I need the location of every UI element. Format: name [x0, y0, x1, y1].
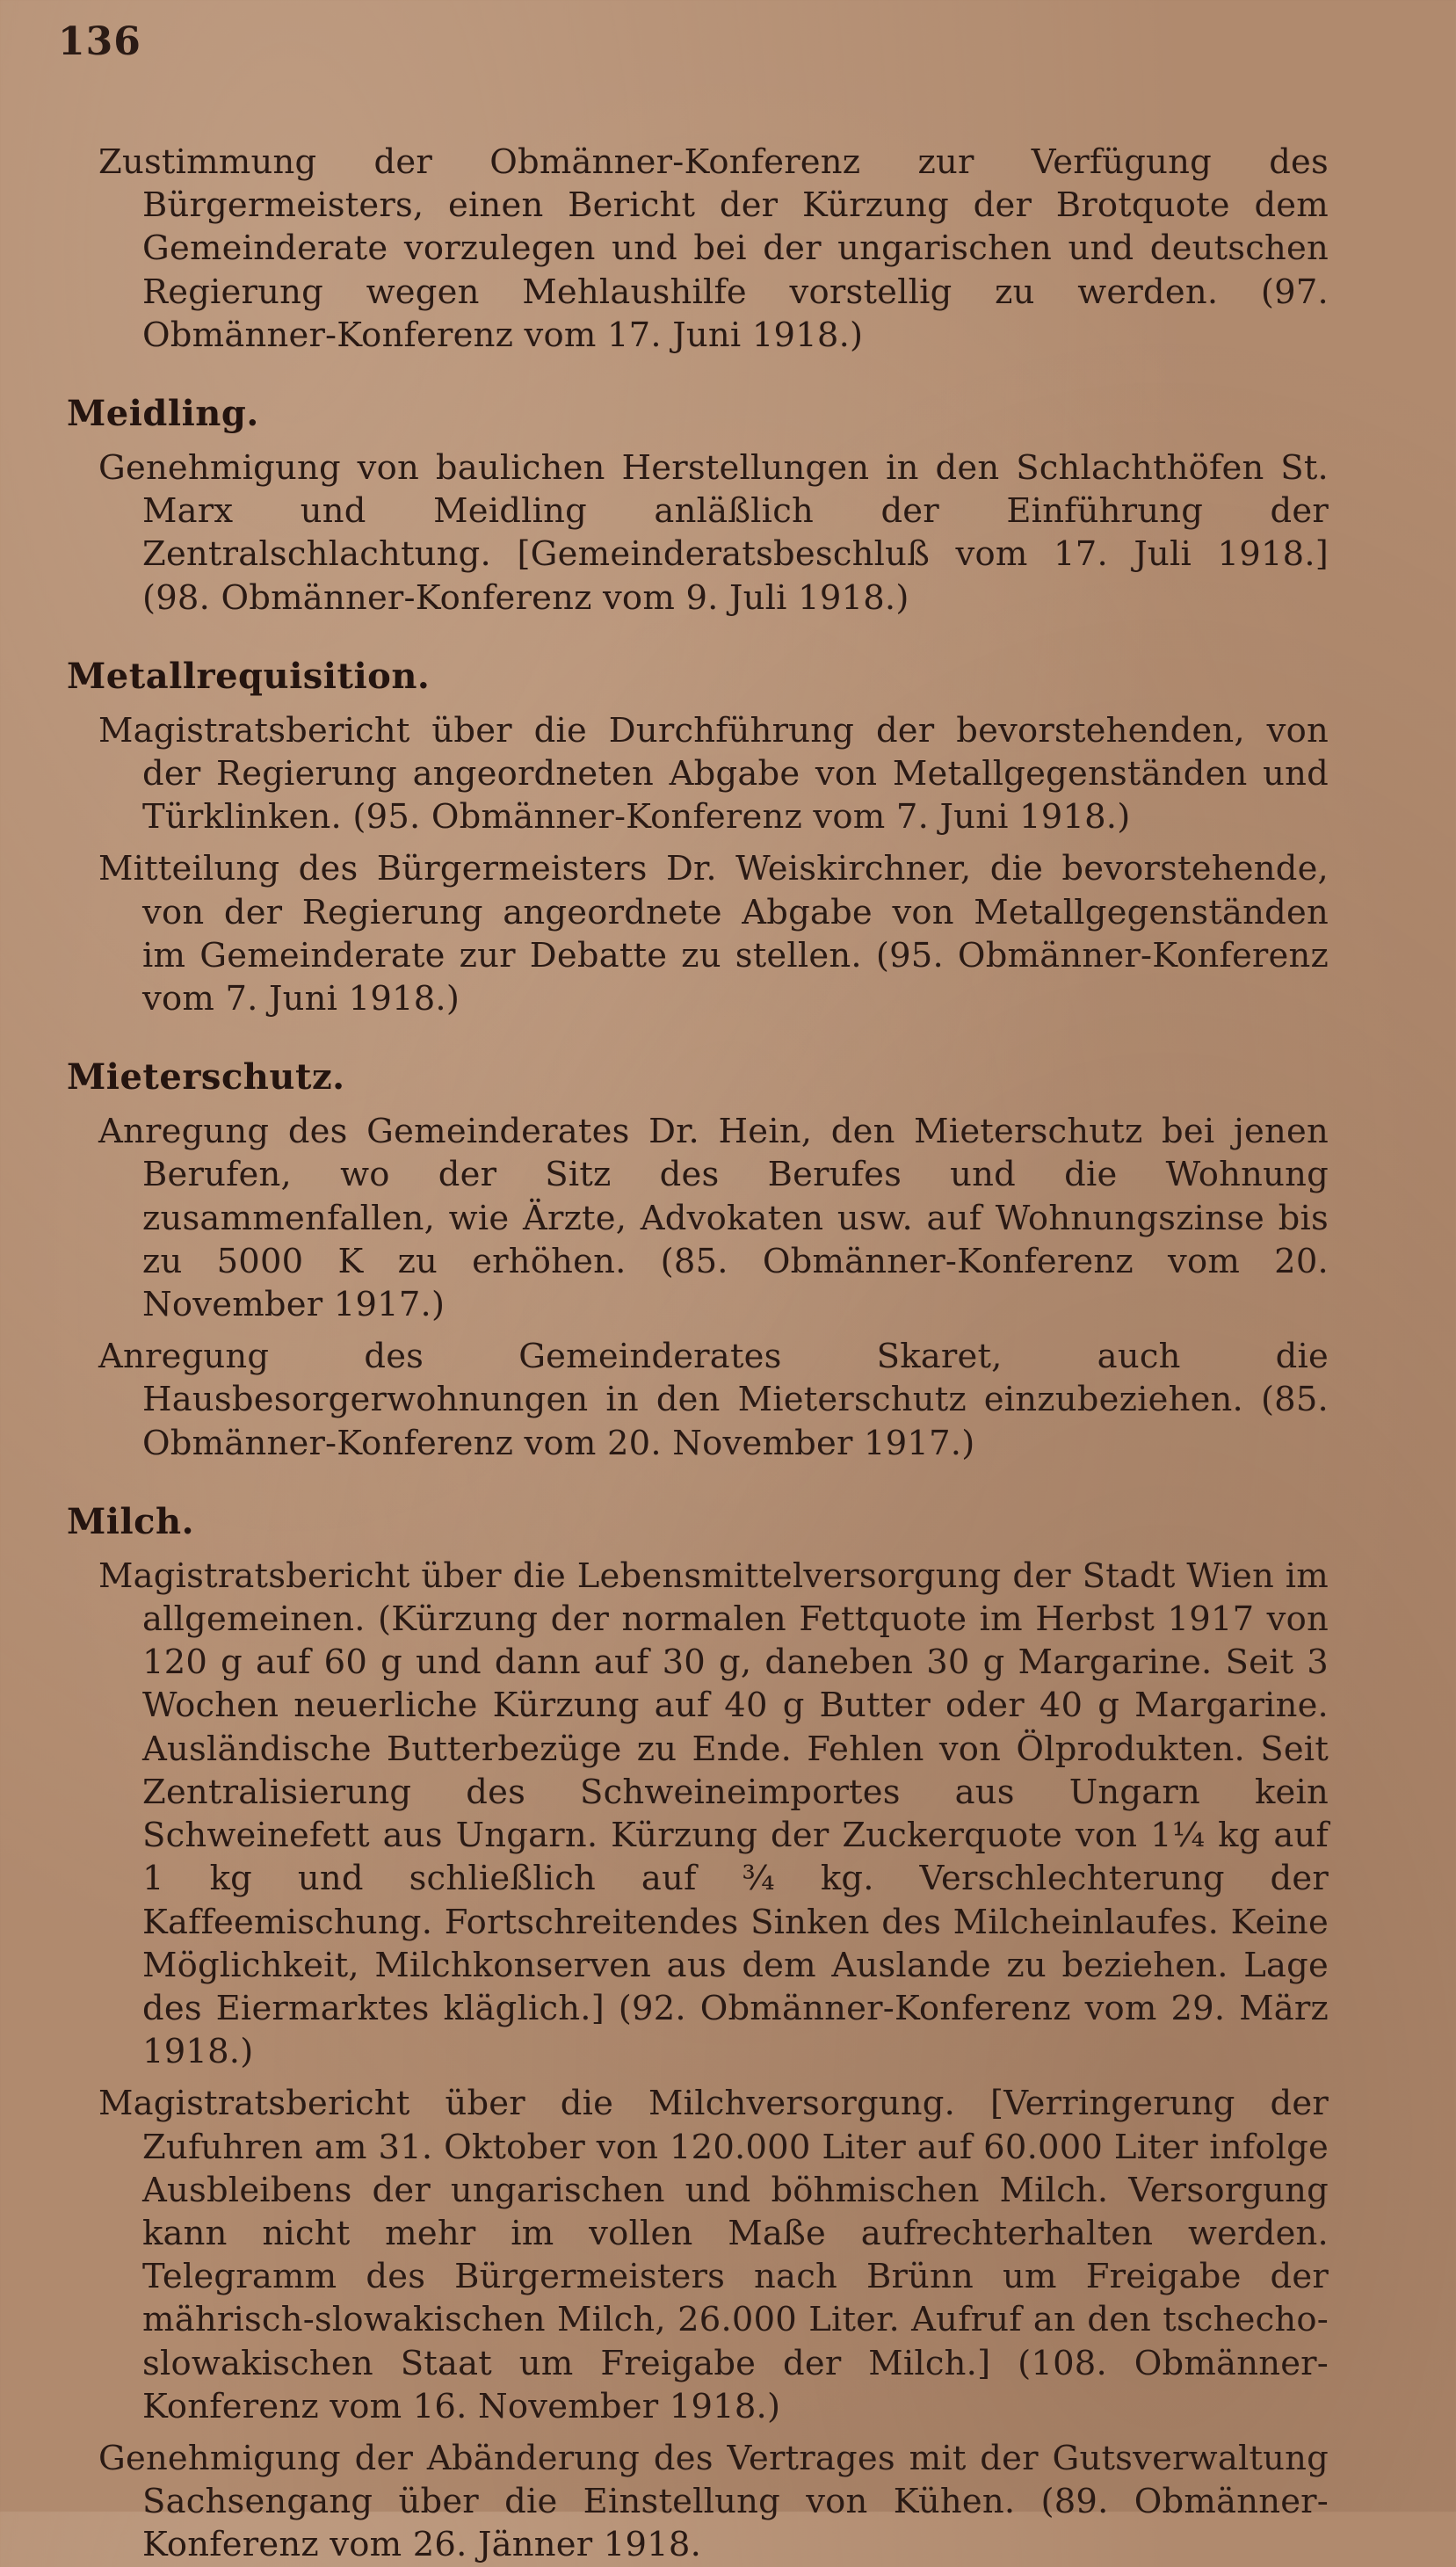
section-heading: Mieterschutz. — [67, 1056, 345, 1099]
section-metallrequisition — [67, 655, 1329, 1020]
section-meidling — [67, 392, 1329, 620]
entry-paragraph: Magistratsbericht über die Durchführung der bevorstehenden, von der Regierung angeordneten Abgabe von Metallgegenständen und Türklinken. (95. Obmänner-Konferenz vom 7. Juni 1918.) — [98, 710, 1329, 838]
entry-paragraph: Anregung des Gemeinderates Dr. Hein, den Mieterschutz bei jenen Berufen, wo der Sitz des Berufes und die Wohnung zusammenfallen, wie Ärzte, Advokaten usw. auf Wohnungszinse bis zu 5000 K zu erhöhen. (85. Obmänner-Konferenz vom 20. November 1917.) — [98, 1112, 1329, 1325]
entry-paragraph: Genehmigung von baulichen Herstellungen in den Schlachthöfen St. Marx und Meidling anläßlich der Einführung der Zentralschlachtung. [Gemeinderatsbeschluß vom 17. Juli 1918.] (98. Obmänner-Konferenz vom 9. Juli 1918.) — [98, 448, 1329, 618]
entry-paragraph: Anregung des Gemeinderates Skaret, auch die Hausbesorgerwohnungen in den Mieterschutz einzubeziehen. (85. Obmänner-Konferenz vom 20. November 1917.) — [98, 1337, 1329, 1463]
entry-paragraph: Mitteilung des Bürgermeisters Dr. Weiskirchner, die bevorstehende, von der Regierung angeordnete Abgabe von Metallgegenständen im Gemeinderate zur Debatte zu stellen. (95. Obmänner-Konferenz vom 7. Juni 1918.) — [98, 849, 1329, 1019]
section-heading: Metallrequisition. — [67, 655, 431, 697]
section-heading: Milch. — [67, 1500, 195, 1542]
page-number: 136 — [58, 19, 141, 64]
entry-paragraph: Magistratsbericht über die Milchversorgung. [Verringerung der Zufuhren am 31. Oktober von 120.000 Liter auf 60.000 Liter infolge Ausbleibens der ungarischen und böhmischen Milch. Versorgung kann nicht mehr im vollen Maße aufrechterhalten werden. Telegramm des Bürgermeisters nach Brünn um Freigabe der mährisch-slowakischen Milch, 26.000 Liter. Aufruf an den tschecho-slowakischen Staat um Freigabe der Milch.] (108. Obmänner-Konferenz vom 16. November 1918.) — [98, 2084, 1329, 2426]
page-content — [67, 141, 1329, 2567]
section-heading: Meidling. — [67, 393, 259, 435]
section-mieterschutz — [67, 1055, 1329, 1465]
intro-paragraph: Zustimmung der Obmänner-Konferenz zur Verfügung des Bürgermeisters, einen Bericht der Kürzung der Brotquote dem Gemeinderate vorzulegen und bei der ungarischen und deutschen Regierung wegen Mehlaushilfe vorstellig zu werden. (97. Obmänner-Konferenz vom 17. Juni 1918.) — [98, 142, 1329, 355]
section-milch — [67, 1500, 1329, 2567]
entry-paragraph: Genehmigung der Abänderung des Vertrages mit der Gutsverwaltung Sachsengang über die Einstellung von Kühen. (89. Obmänner-Konferenz vom 26. Jänner 1918. — [98, 2438, 1329, 2565]
entry-paragraph: Magistratsbericht über die Lebensmittelversorgung der Stadt Wien im allgemeinen. (Kürzung der normalen Fettquote im Herbst 1917 von 120 g auf 60 g und dann auf 30 g, daneben 30 g Margarine. Seit 3 Wochen neuerliche Kürzung auf 40 g Butter oder 40 g Margarine. Ausländische Butterbezüge zu Ende. Fehlen von Ölprodukten. Seit Zentralisierung des Schweineimportes aus Ungarn kein Schweinefett aus Ungarn. Kürzung der Zuckerquote von 1¼ kg auf 1 kg und schließlich auf ¾ kg. Verschlechterung der Kaffeemischung. Fortschreitendes Sinken des Milcheinlaufes. Keine Möglichkeit, Milchkonserven aus dem Auslande zu beziehen. Lage des Eiermarktes kläglich.] (92. Obmänner-Konferenz vom 29. März 1918.) — [98, 1555, 1329, 2072]
